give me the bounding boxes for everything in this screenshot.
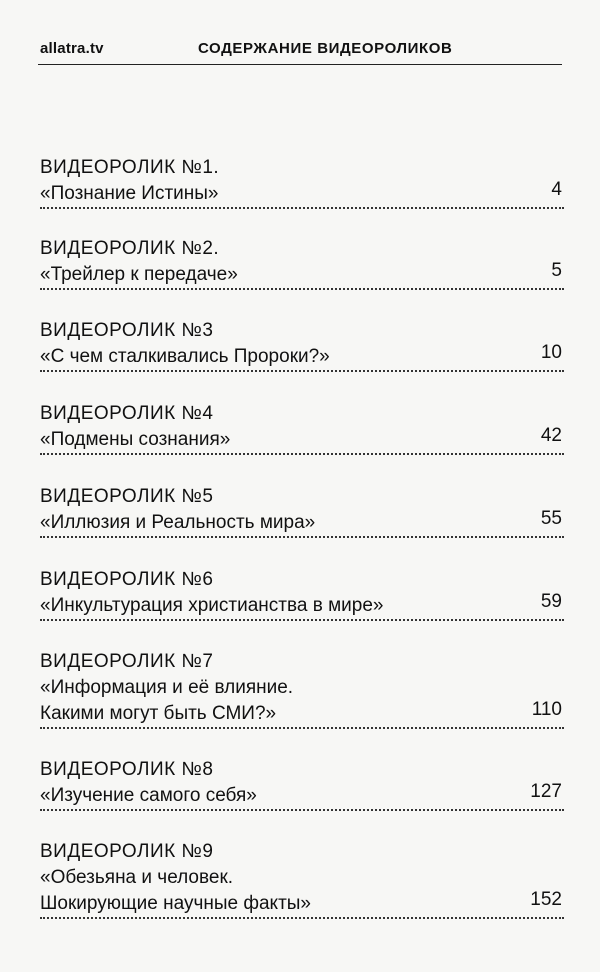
entry-page-number: 4 — [551, 179, 562, 200]
entry-label: ВИДЕОРОЛИК №5 — [40, 486, 214, 507]
entry-page-number: 152 — [530, 889, 562, 910]
entry-title: «Изучение самого себя» — [40, 785, 257, 806]
entry-page-number: 55 — [540, 508, 562, 529]
entry-title-line-2: Шокирующие научные факты» — [40, 893, 311, 914]
entry-page-number: 5 — [551, 260, 562, 281]
entry-title-line-2: Какими могут быть СМИ?» — [40, 703, 277, 724]
entry-title: «Инкультурация христианства в мире» — [40, 595, 384, 616]
entry-page-number: 127 — [530, 781, 562, 802]
toc-entry-4[interactable] — [40, 401, 564, 455]
entry-page-number: 59 — [540, 591, 562, 612]
entry-title-line-1: «Обезьяна и человек. — [40, 867, 234, 888]
entry-label: ВИДЕОРОЛИК №3 — [40, 320, 214, 341]
toc-entry-2[interactable] — [40, 236, 564, 290]
entry-label: ВИДЕОРОЛИК №8 — [40, 759, 214, 780]
entry-label: ВИДЕОРОЛИК №1. — [40, 157, 220, 178]
entry-title: «Иллюзия и Реальность мира» — [40, 512, 316, 533]
entry-title: «Подмены сознания» — [40, 429, 231, 450]
entry-title-line-1: «Информация и её влияние. — [40, 677, 294, 698]
entry-page-number: 10 — [540, 342, 562, 363]
entry-label: ВИДЕОРОЛИК №2. — [40, 238, 220, 259]
entry-title: «Познание Истины» — [40, 183, 219, 204]
toc-entry-5[interactable] — [40, 484, 564, 538]
page-title: СОДЕРЖАНИЕ ВИДЕОРОЛИКОВ — [198, 40, 453, 57]
site-name: allatra.tv — [40, 40, 104, 57]
entry-label: ВИДЕОРОЛИК №7 — [40, 651, 214, 672]
entry-label: ВИДЕОРОЛИК №6 — [40, 569, 214, 590]
toc-entry-7[interactable] — [40, 649, 564, 729]
entry-label: ВИДЕОРОЛИК №9 — [40, 841, 214, 862]
entry-title: «С чем сталкивались Пророки?» — [40, 346, 330, 367]
toc-entry-6[interactable] — [40, 567, 564, 621]
toc-entry-3[interactable] — [40, 318, 564, 372]
toc-entry-9[interactable] — [40, 839, 564, 919]
entry-title: «Трейлер к передаче» — [40, 264, 238, 285]
toc-entry-1[interactable] — [40, 155, 564, 209]
entry-page-number: 42 — [540, 425, 562, 446]
toc-entry-8[interactable] — [40, 757, 564, 811]
entry-page-number: 110 — [531, 699, 562, 720]
entry-label: ВИДЕОРОЛИК №4 — [40, 403, 214, 424]
page-header — [38, 38, 562, 65]
